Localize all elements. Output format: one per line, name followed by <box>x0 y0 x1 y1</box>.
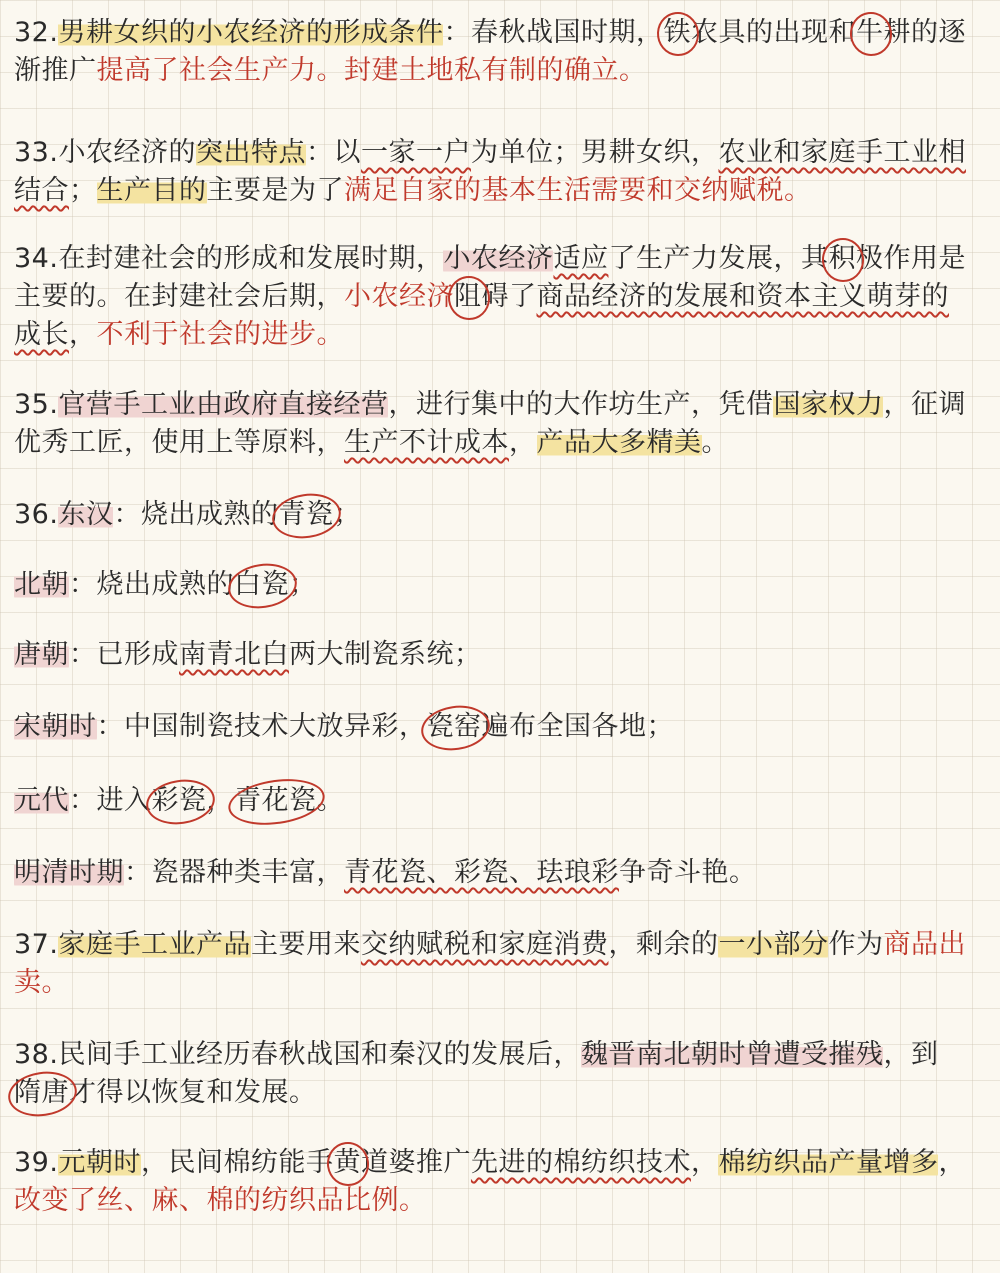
note-36e-segment: ， <box>206 785 234 816</box>
note-35-segment: 生产不计成本 <box>344 427 509 458</box>
note-35-segment: 35. <box>14 389 59 420</box>
note-36-tangchao <box>14 636 974 674</box>
note-36c-segment: 南青北白 <box>179 639 289 670</box>
note-34-segment: 小农经济 <box>443 243 554 274</box>
note-34-segment: 34.在封建社会的形成和发展时期， <box>14 243 444 274</box>
note-36c-segment: 两大制瓷系统； <box>289 639 482 670</box>
note-38-segment: 隋唐 <box>14 1074 69 1112</box>
note-36f-segment: 青花瓷、彩瓷、珐琅彩 <box>344 857 619 888</box>
note-37-segment: 商品出卖。 <box>14 929 966 998</box>
note-34 <box>14 240 974 354</box>
note-39-segment: 改变了丝、麻、棉的纺织品比例。 <box>14 1185 427 1216</box>
note-34-segment: 商品经济的发展和资本主义萌芽的成长 <box>14 281 949 350</box>
note-33 <box>14 134 974 210</box>
note-39-segment: 元朝时 <box>58 1147 141 1178</box>
note-36c-segment: ：已形成 <box>69 639 179 670</box>
note-39 <box>14 1144 974 1220</box>
note-32-segment: 男耕女织的小农经济的形成条件 <box>58 17 444 48</box>
note-39-segment: 黄 <box>333 1144 361 1182</box>
note-36d-segment: 瓷窑 <box>427 708 482 746</box>
note-36-beichao <box>14 566 974 604</box>
note-32-segment: 牛 <box>856 14 884 52</box>
note-36b-segment: 白瓷 <box>234 566 289 604</box>
note-36-yuandai <box>14 782 974 820</box>
note-32 <box>14 14 974 90</box>
note-36f-segment: 明清时期 <box>14 857 124 888</box>
note-35-segment: ，进行集中的大作坊生产，凭借 <box>388 389 774 420</box>
note-33-segment: 主要是为了 <box>206 175 344 206</box>
note-37-segment: 作为 <box>828 929 884 960</box>
note-36a-segment: 青瓷 <box>278 496 333 534</box>
note-35-segment: ， <box>509 427 537 458</box>
note-33-segment: 突出特点 <box>195 137 306 168</box>
note-34-segment: 不利于社会的进步。 <box>96 319 344 350</box>
note-33-segment: 33.小农经济的 <box>14 137 196 168</box>
note-32-segment: 农具的出现和 <box>690 17 856 48</box>
note-36-donghan <box>14 496 974 534</box>
note-36e-segment: 彩瓷 <box>152 782 207 820</box>
note-39-segment: 道婆推广 <box>360 1147 471 1178</box>
note-36f-segment: 争奇斗艳。 <box>619 857 757 888</box>
note-36d-segment: ：中国制瓷技术大放异彩， <box>96 711 427 742</box>
note-36e-segment: ：进入 <box>69 785 152 816</box>
note-33-segment: 为单位；男耕女织， <box>470 137 719 168</box>
note-38-segment: 魏晋南北朝时曾遭受摧残 <box>580 1039 884 1070</box>
note-36f-segment: ：瓷器种类丰富， <box>124 857 344 888</box>
note-37-segment: 37. <box>14 929 59 960</box>
note-34-segment: 极作用是主要的。在封建社会后期， <box>14 243 966 312</box>
note-34-segment: ， <box>69 319 97 350</box>
note-37 <box>14 926 974 1002</box>
note-33-segment: 生产目的 <box>96 175 207 206</box>
note-37-segment: ，剩余的 <box>608 929 719 960</box>
note-33-segment: 农业和家庭手工业相结合 <box>14 137 966 206</box>
note-35-segment: 产品大多精美 <box>536 427 702 458</box>
note-32-segment: 提高了社会生产力。封建土地私有制的确立。 <box>96 55 647 86</box>
note-35-segment: ，征调优秀工匠，使用上等原料， <box>14 389 966 458</box>
note-37-segment: 交纳赋税和家庭消费 <box>360 929 609 960</box>
note-32-segment: 铁 <box>663 14 691 52</box>
note-32-segment: 耕的逐渐推广 <box>14 17 966 86</box>
note-35-segment: 官营手工业由政府直接经营 <box>58 389 389 420</box>
note-36e-segment: 元代 <box>14 785 69 816</box>
note-38-segment: ，到 <box>883 1039 939 1070</box>
note-36e-segment: 青花瓷 <box>234 782 317 820</box>
note-36a-segment: 36. <box>14 499 59 530</box>
note-38-segment: 38.民间手工业经历春秋战国和秦汉的发展后， <box>14 1039 581 1070</box>
note-32-segment: 32. <box>14 17 59 48</box>
note-34-segment: 阻 <box>454 278 482 316</box>
note-34-segment: 小农经济 <box>344 281 454 312</box>
note-33-segment: ； <box>69 175 97 206</box>
note-38 <box>14 1036 974 1112</box>
note-38-segment: 才得以恢复和发展。 <box>69 1077 317 1108</box>
note-35 <box>14 386 974 462</box>
note-39-segment: 39. <box>14 1147 59 1178</box>
note-36b-segment: 北朝 <box>14 569 69 600</box>
note-33-segment: 一家一户 <box>360 137 471 168</box>
note-36c-segment: 唐朝 <box>14 639 69 670</box>
note-37-segment: 一小部分 <box>718 929 829 960</box>
note-34-segment: 适应 <box>553 243 609 274</box>
note-35-segment: 国家权力 <box>773 389 884 420</box>
note-36-songchao <box>14 708 974 746</box>
note-36a-segment: 东汉 <box>58 499 114 530</box>
note-39-segment: ，民间棉纺能手 <box>140 1147 334 1178</box>
note-37-segment: 主要用来 <box>250 929 361 960</box>
note-37-segment: 家庭手工业产品 <box>58 929 251 960</box>
note-39-segment: 先进的棉纺织技术 <box>470 1147 691 1178</box>
note-33-segment: 满足自家的基本生活需要和交纳赋税。 <box>344 175 812 206</box>
note-36a-segment: ：烧出成熟的 <box>113 499 279 530</box>
note-39-segment: ， <box>938 1147 966 1178</box>
note-39-segment: 棉纺织品产量增多 <box>718 1147 939 1178</box>
note-33-segment: ：以 <box>305 137 361 168</box>
note-32-segment: ：春秋战国时期， <box>443 17 664 48</box>
note-36-mingqing <box>14 854 974 892</box>
note-39-segment: ， <box>690 1147 719 1178</box>
note-35-segment: 。 <box>701 427 729 458</box>
note-36d-segment: 遍布全国各地； <box>481 711 674 742</box>
note-34-segment: 了生产力发展，其 <box>608 243 829 274</box>
note-36b-segment: ：烧出成熟的 <box>69 569 234 600</box>
note-36a-segment: ； <box>333 499 361 530</box>
note-36d-segment: 宋朝时 <box>14 711 97 742</box>
note-34-segment: 积 <box>828 240 856 278</box>
note-36b-segment: ； <box>289 569 317 600</box>
note-34-segment: 碍了 <box>481 281 537 312</box>
note-36e-segment: 。 <box>316 785 344 816</box>
